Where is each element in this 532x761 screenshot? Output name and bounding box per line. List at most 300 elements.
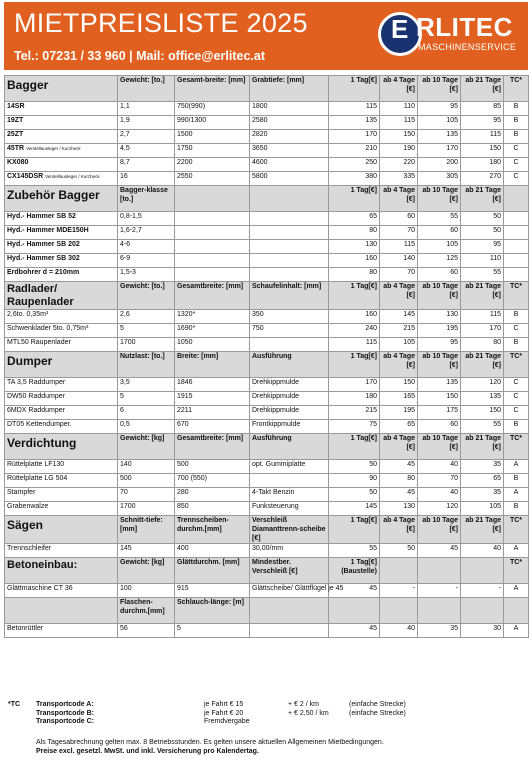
transport-code: Transportcode C: — [36, 718, 94, 726]
spec-cell: 5 — [175, 624, 250, 638]
price-1-day: 75 — [329, 420, 380, 434]
price-1-day: 135 — [329, 116, 380, 130]
column-header: ab 21 Tage [€] — [461, 516, 504, 544]
spec-cell: 145 — [118, 544, 175, 558]
item-name-text: CX145DSR — [7, 173, 44, 180]
spec-cell: 0,8-1,5 — [118, 212, 175, 226]
item-name-text: Stampfer — [7, 489, 36, 496]
item-name-text: 2,6to. 0,35m³ — [7, 311, 49, 318]
saegen-header-row — [5, 516, 529, 544]
column-header: Gewicht: [kg] — [118, 558, 175, 584]
column-header: Gewicht: [to.] — [118, 76, 175, 102]
spec-cell: 1500 — [175, 130, 250, 144]
item-name-text: DW50 Raddumper — [7, 393, 65, 400]
price-1-day: 50 — [329, 488, 380, 502]
column-header: 1 Tag[€] — [329, 186, 380, 212]
spec-cell: 0,5 — [118, 420, 175, 434]
spec-cell: 2,6 — [118, 310, 175, 324]
zubehoer-header-row — [5, 186, 529, 212]
spec-cell: 1,9 — [118, 116, 175, 130]
item-name-text: 19ZT — [7, 117, 24, 124]
header-banner — [4, 2, 528, 70]
spec-cell: 4,5 — [118, 144, 175, 158]
item-name-text: 14SR — [7, 103, 25, 110]
spec-cell: 2580 — [250, 116, 329, 130]
column-header — [380, 558, 418, 584]
spec-cell: 500 — [118, 474, 175, 488]
transport-code-cell — [504, 240, 529, 254]
column-header: Ausführung — [250, 352, 329, 378]
column-header: ab 21 Tage [€] — [461, 76, 504, 102]
item-name — [5, 584, 118, 598]
column-header: 1 Tag[€] — [329, 352, 380, 378]
transport-row-b — [8, 710, 528, 719]
price-1-day: 50 — [329, 460, 380, 474]
transport-code-cell — [504, 268, 529, 282]
spec-cell: 4-Takt Benzin — [250, 488, 329, 502]
spec-cell: 1750 — [175, 144, 250, 158]
price-10-days: 135 — [418, 378, 461, 392]
column-header: Nutzlast: [to.] — [118, 352, 175, 378]
item-name — [5, 502, 118, 516]
item-name — [5, 212, 118, 226]
price-1-day: 160 — [329, 310, 380, 324]
spec-cell: 2820 — [250, 130, 329, 144]
empty-cell — [418, 598, 461, 624]
price-21-days: 115 — [461, 310, 504, 324]
price-21-days: 65 — [461, 474, 504, 488]
transport-fahrt: je Fahrt € 15 — [204, 701, 244, 708]
spec-cell — [175, 268, 250, 282]
spec-cell — [175, 254, 250, 268]
transport-code-cell: C — [504, 158, 529, 172]
item-name-text: TA 3,5 Raddumper — [7, 379, 66, 386]
table-row — [5, 324, 529, 338]
item-name — [5, 254, 118, 268]
spec-cell — [250, 240, 329, 254]
price-4-days: 165 — [380, 392, 418, 406]
item-name — [5, 102, 118, 116]
section-title: Betoneinbau: — [5, 558, 118, 584]
spec-cell — [250, 624, 329, 638]
spec-cell: 100 — [118, 584, 175, 598]
spec-cell: Drehkippmulde — [250, 406, 329, 420]
column-header: ab 4 Tage [€] — [380, 352, 418, 378]
spec-cell: 1700 — [118, 338, 175, 352]
column-header: Breite: [mm] — [175, 352, 250, 378]
column-header — [461, 558, 504, 584]
item-name-text: MTL50 Raupenlader — [7, 339, 71, 346]
transport-strecke: (einfache Strecke) — [349, 709, 406, 717]
spec-cell: 4-6 — [118, 240, 175, 254]
transport-fahrt: je Fahrt € 20 — [204, 709, 244, 717]
price-10-days: 120 — [418, 502, 461, 516]
column-header: Glättdurchm. [mm] — [175, 558, 250, 584]
logo-text: RLITEC — [416, 12, 513, 42]
spec-cell: 1800 — [250, 102, 329, 116]
spec-cell: 1320* — [175, 310, 250, 324]
empty-cell — [5, 598, 118, 624]
column-header — [250, 186, 329, 212]
column-header: ab 10 Tage [€] — [418, 352, 461, 378]
empty-cell — [250, 598, 329, 624]
spec-cell — [250, 226, 329, 240]
transport-code-cell: B — [504, 116, 529, 130]
spec-cell: 1,1 — [118, 102, 175, 116]
item-name-text: Glättmaschine CT 36 — [7, 585, 73, 592]
spec-cell: 1,5-3 — [118, 268, 175, 282]
price-1-day: 115 — [329, 102, 380, 116]
spec-cell: 1915 — [175, 392, 250, 406]
price-1-day: 90 — [329, 474, 380, 488]
spec-cell: 1,6-2,7 — [118, 226, 175, 240]
column-header: TC* — [504, 282, 529, 310]
transport-code-cell: A — [504, 624, 529, 638]
column-header: ab 4 Tage [€] — [380, 76, 418, 102]
column-header: ab 10 Tage [€] — [418, 516, 461, 544]
transport-km: + € 2 / km — [288, 701, 319, 708]
price-4-days: 220 — [380, 158, 418, 172]
spec-cell — [250, 254, 329, 268]
price-10-days: 60 — [418, 268, 461, 282]
spec-cell: 990/1300 — [175, 116, 250, 130]
transport-code-cell: A — [504, 584, 529, 598]
price-21-days: 270 — [461, 172, 504, 186]
item-note: Verstellausleger / Kurzheck — [45, 174, 100, 179]
price-10-days: 70 — [418, 474, 461, 488]
price-1-day: 130 — [329, 240, 380, 254]
table-row — [5, 378, 529, 392]
column-header: Trennscheiben-durchm.[mm] — [175, 516, 250, 544]
column-header: TC* — [504, 352, 529, 378]
price-4-days: 150 — [380, 130, 418, 144]
item-name-text: DT05 Kettendumper. — [7, 421, 72, 428]
spec-cell — [250, 338, 329, 352]
price-21-days: 170 — [461, 324, 504, 338]
transport-code-cell: C — [504, 144, 529, 158]
item-name-text: Rüttelplatte LG 504 — [7, 475, 68, 482]
spec-cell: Drehkippmulde — [250, 392, 329, 406]
item-name — [5, 324, 118, 338]
column-header: ab 10 Tage [€] — [418, 186, 461, 212]
price-21-days: - — [461, 584, 504, 598]
price-1-day: 80 — [329, 268, 380, 282]
transport-code-cell: B — [504, 310, 529, 324]
price-10-days: 105 — [418, 116, 461, 130]
price-4-days: - — [380, 584, 418, 598]
section-title: Dumper — [5, 352, 118, 378]
footer-notes — [36, 739, 384, 756]
column-header: Schlauch-länge: [m] — [175, 598, 250, 624]
price-1-day: 180 — [329, 392, 380, 406]
column-header: ab 10 Tage [€] — [418, 434, 461, 460]
item-name — [5, 378, 118, 392]
price-21-days: 35 — [461, 488, 504, 502]
price-21-days: 80 — [461, 338, 504, 352]
price-10-days: 130 — [418, 310, 461, 324]
column-header: Mindestber. Verschleiß [€] — [250, 558, 329, 584]
price-1-day: 250 — [329, 158, 380, 172]
transport-km: + € 2,50 / km — [288, 709, 329, 717]
item-name — [5, 172, 118, 186]
table-row — [5, 406, 529, 420]
spec-cell: 1690* — [175, 324, 250, 338]
transport-code-cell: C — [504, 172, 529, 186]
spec-cell: 1846 — [175, 378, 250, 392]
price-21-days: 30 — [461, 624, 504, 638]
column-header: ab 21 Tage [€] — [461, 186, 504, 212]
table-row — [5, 502, 529, 516]
transport-code-cell: C — [504, 392, 529, 406]
table-row — [5, 338, 529, 352]
transport-code-cell: C — [504, 406, 529, 420]
section-title: Radlader/ Raupenlader — [5, 282, 118, 310]
spec-cell: 4600 — [250, 158, 329, 172]
item-name-text: Schwenklader 5to. 0,75m³ — [7, 325, 89, 332]
price-10-days: 200 — [418, 158, 461, 172]
verdichtung-header-row — [5, 434, 529, 460]
price-10-days: 60 — [418, 420, 461, 434]
table-row — [5, 158, 529, 172]
price-1-day: 115 — [329, 338, 380, 352]
betoneinbau-header-row — [5, 558, 529, 584]
item-name — [5, 420, 118, 434]
item-name-text: 6MDX Raddumper — [7, 407, 65, 414]
spec-cell: 2211 — [175, 406, 250, 420]
spec-cell: 280 — [175, 488, 250, 502]
empty-cell — [504, 598, 529, 624]
item-name — [5, 624, 118, 638]
table-row — [5, 144, 529, 158]
price-1-day: 170 — [329, 130, 380, 144]
column-header: 1 Tag[€] — [329, 282, 380, 310]
spec-cell: 915 — [175, 584, 250, 598]
table-row — [5, 584, 529, 598]
item-name-text: Betonrüttler — [7, 625, 44, 632]
price-10-days: 55 — [418, 212, 461, 226]
price-1-day: 80 — [329, 226, 380, 240]
section-title: Sägen — [5, 516, 118, 544]
price-21-days: 95 — [461, 240, 504, 254]
spec-cell: 1050 — [175, 338, 250, 352]
spec-cell: 6-9 — [118, 254, 175, 268]
transport-code-cell: A — [504, 544, 529, 558]
price-4-days: 195 — [380, 406, 418, 420]
price-4-days: 115 — [380, 116, 418, 130]
price-21-days: 110 — [461, 254, 504, 268]
spec-cell — [175, 212, 250, 226]
transport-code-cell — [504, 212, 529, 226]
item-name-text: KX080 — [7, 159, 29, 166]
price-21-days: 120 — [461, 378, 504, 392]
price-10-days: 170 — [418, 144, 461, 158]
price-4-days: 145 — [380, 310, 418, 324]
price-21-days: 135 — [461, 392, 504, 406]
column-header: ab 4 Tage [€] — [380, 186, 418, 212]
item-name — [5, 130, 118, 144]
item-name-text: Hyd.- Hammer SB 202 — [7, 241, 80, 248]
column-header: TC* — [504, 76, 529, 102]
column-header: ab 21 Tage [€] — [461, 434, 504, 460]
transport-strecke: (einfache Strecke) — [349, 701, 406, 708]
column-header: Verschleiß Diamanttrenn-scheibe [€] — [250, 516, 329, 544]
item-name-text: Trennschleifer — [7, 545, 52, 552]
price-10-days: 125 — [418, 254, 461, 268]
item-name — [5, 544, 118, 558]
price-1-day: 170 — [329, 378, 380, 392]
price-21-days: 50 — [461, 212, 504, 226]
price-4-days: 65 — [380, 420, 418, 434]
table-row — [5, 392, 529, 406]
column-header: ab 4 Tage [€] — [380, 282, 418, 310]
item-name — [5, 240, 118, 254]
price-4-days: 150 — [380, 378, 418, 392]
spec-cell: 16 — [118, 172, 175, 186]
price-1-day: 45 — [329, 584, 380, 598]
item-name-text: Rüttelplatte LF130 — [7, 461, 65, 468]
price-10-days: 105 — [418, 240, 461, 254]
price-4-days: 70 — [380, 268, 418, 282]
item-name-text: 25ZT — [7, 131, 24, 138]
price-4-days: 130 — [380, 502, 418, 516]
betoneinbau-sub-header-row — [5, 598, 529, 624]
column-header: TC* — [504, 558, 529, 584]
item-name — [5, 488, 118, 502]
item-name-text: Hyd.- Hammer SB 302 — [7, 255, 80, 262]
item-name-text: Grabenwalze — [7, 503, 49, 510]
spec-cell: 3650 — [250, 144, 329, 158]
column-header: Gesamtbreite: [mm] — [175, 434, 250, 460]
spec-cell: 56 — [118, 624, 175, 638]
price-1-day: 45 — [329, 624, 380, 638]
price-10-days: 195 — [418, 324, 461, 338]
note-prices: Preise excl. gesetzl. MwSt. und inkl. Versicherung pro Kalendertag. — [36, 747, 259, 755]
price-21-days: 150 — [461, 406, 504, 420]
section-title: Verdichtung — [5, 434, 118, 460]
price-4-days: 60 — [380, 212, 418, 226]
table-row — [5, 102, 529, 116]
spec-cell: 400 — [175, 544, 250, 558]
price-10-days: - — [418, 584, 461, 598]
column-header: 1 Tag[€] (Baustelle) — [329, 558, 380, 584]
spec-cell: 2200 — [175, 158, 250, 172]
table-row — [5, 254, 529, 268]
price-21-days: 40 — [461, 544, 504, 558]
column-header: Gewicht: [to.] — [118, 282, 175, 310]
price-4-days: 140 — [380, 254, 418, 268]
item-name-text: 45TR — [7, 145, 25, 152]
table-row — [5, 116, 529, 130]
table-row — [5, 310, 529, 324]
table-row — [5, 226, 529, 240]
spec-cell — [175, 226, 250, 240]
item-name — [5, 268, 118, 282]
item-name — [5, 310, 118, 324]
price-10-days: 60 — [418, 226, 461, 240]
spec-cell: 5800 — [250, 172, 329, 186]
price-21-days: 150 — [461, 144, 504, 158]
spec-cell: Funksteuerung — [250, 502, 329, 516]
tc-label: *TC — [8, 701, 21, 708]
price-1-day: 210 — [329, 144, 380, 158]
column-header: Grabtiefe: [mm] — [250, 76, 329, 102]
spec-cell: 6 — [118, 406, 175, 420]
item-name — [5, 338, 118, 352]
spec-cell: 700 (550) — [175, 474, 250, 488]
transport-code-cell: B — [504, 338, 529, 352]
spec-cell: 5 — [118, 392, 175, 406]
price-10-days: 35 — [418, 624, 461, 638]
spec-cell — [250, 212, 329, 226]
spec-cell: 140 — [118, 460, 175, 474]
price-10-days: 95 — [418, 102, 461, 116]
column-header: ab 10 Tage [€] — [418, 282, 461, 310]
item-name — [5, 158, 118, 172]
price-21-days: 85 — [461, 102, 504, 116]
transport-code-cell: C — [504, 324, 529, 338]
spec-cell: 500 — [175, 460, 250, 474]
note-billing: Als Tagesabrechnung gelten max. 8 Betriebsstunden. Es gelten unsere aktuellen Allgemeinen Mietbedingungen. — [36, 739, 384, 746]
transport-code-cell: B — [504, 502, 529, 516]
column-header: Schaufelinhalt: [mm] — [250, 282, 329, 310]
price-4-days: 335 — [380, 172, 418, 186]
spec-cell: opt. Gummiplatte — [250, 460, 329, 474]
empty-cell — [461, 598, 504, 624]
price-10-days: 135 — [418, 130, 461, 144]
column-header: Gewicht: [kg] — [118, 434, 175, 460]
price-4-days: 45 — [380, 488, 418, 502]
transport-code-cell: A — [504, 460, 529, 474]
price-10-days: 150 — [418, 392, 461, 406]
price-10-days: 95 — [418, 338, 461, 352]
item-name — [5, 474, 118, 488]
spec-cell: Frontkippmulde — [250, 420, 329, 434]
spec-cell — [175, 240, 250, 254]
item-name — [5, 144, 118, 158]
table-row — [5, 460, 529, 474]
page-title: MIETPREISLISTE 2025 — [14, 8, 308, 38]
column-header: 1 Tag[€] — [329, 434, 380, 460]
column-header: ab 10 Tage [€] — [418, 76, 461, 102]
spec-cell: 2550 — [175, 172, 250, 186]
column-header: Flaschen-durchm.[mm] — [118, 598, 175, 624]
column-header — [504, 186, 529, 212]
item-note: Verstellausleger / Kurzheck — [26, 146, 81, 151]
spec-cell — [250, 474, 329, 488]
price-table-body — [5, 76, 529, 638]
column-header: ab 4 Tage [€] — [380, 516, 418, 544]
transport-code-cell: B — [504, 420, 529, 434]
item-name-text: Hyd.- Hammer SB 52 — [7, 213, 76, 220]
transport-code-cell — [504, 254, 529, 268]
spec-cell: 70 — [118, 488, 175, 502]
transport-code: Transportcode B: — [36, 709, 94, 717]
spec-cell: Glättscheibe/ Glättflügel je 45 — [250, 584, 329, 598]
price-10-days: 305 — [418, 172, 461, 186]
price-21-days: 55 — [461, 268, 504, 282]
table-row — [5, 172, 529, 186]
item-name — [5, 392, 118, 406]
price-10-days: 40 — [418, 488, 461, 502]
item-name — [5, 226, 118, 240]
item-name-text: Erdbohrer d = 210mm — [7, 269, 80, 276]
logo-letter: E — [391, 14, 409, 44]
price-4-days: 40 — [380, 624, 418, 638]
column-header: Bagger-klasse [to.] — [118, 186, 175, 212]
spec-cell: 670 — [175, 420, 250, 434]
price-1-day: 240 — [329, 324, 380, 338]
table-row — [5, 240, 529, 254]
